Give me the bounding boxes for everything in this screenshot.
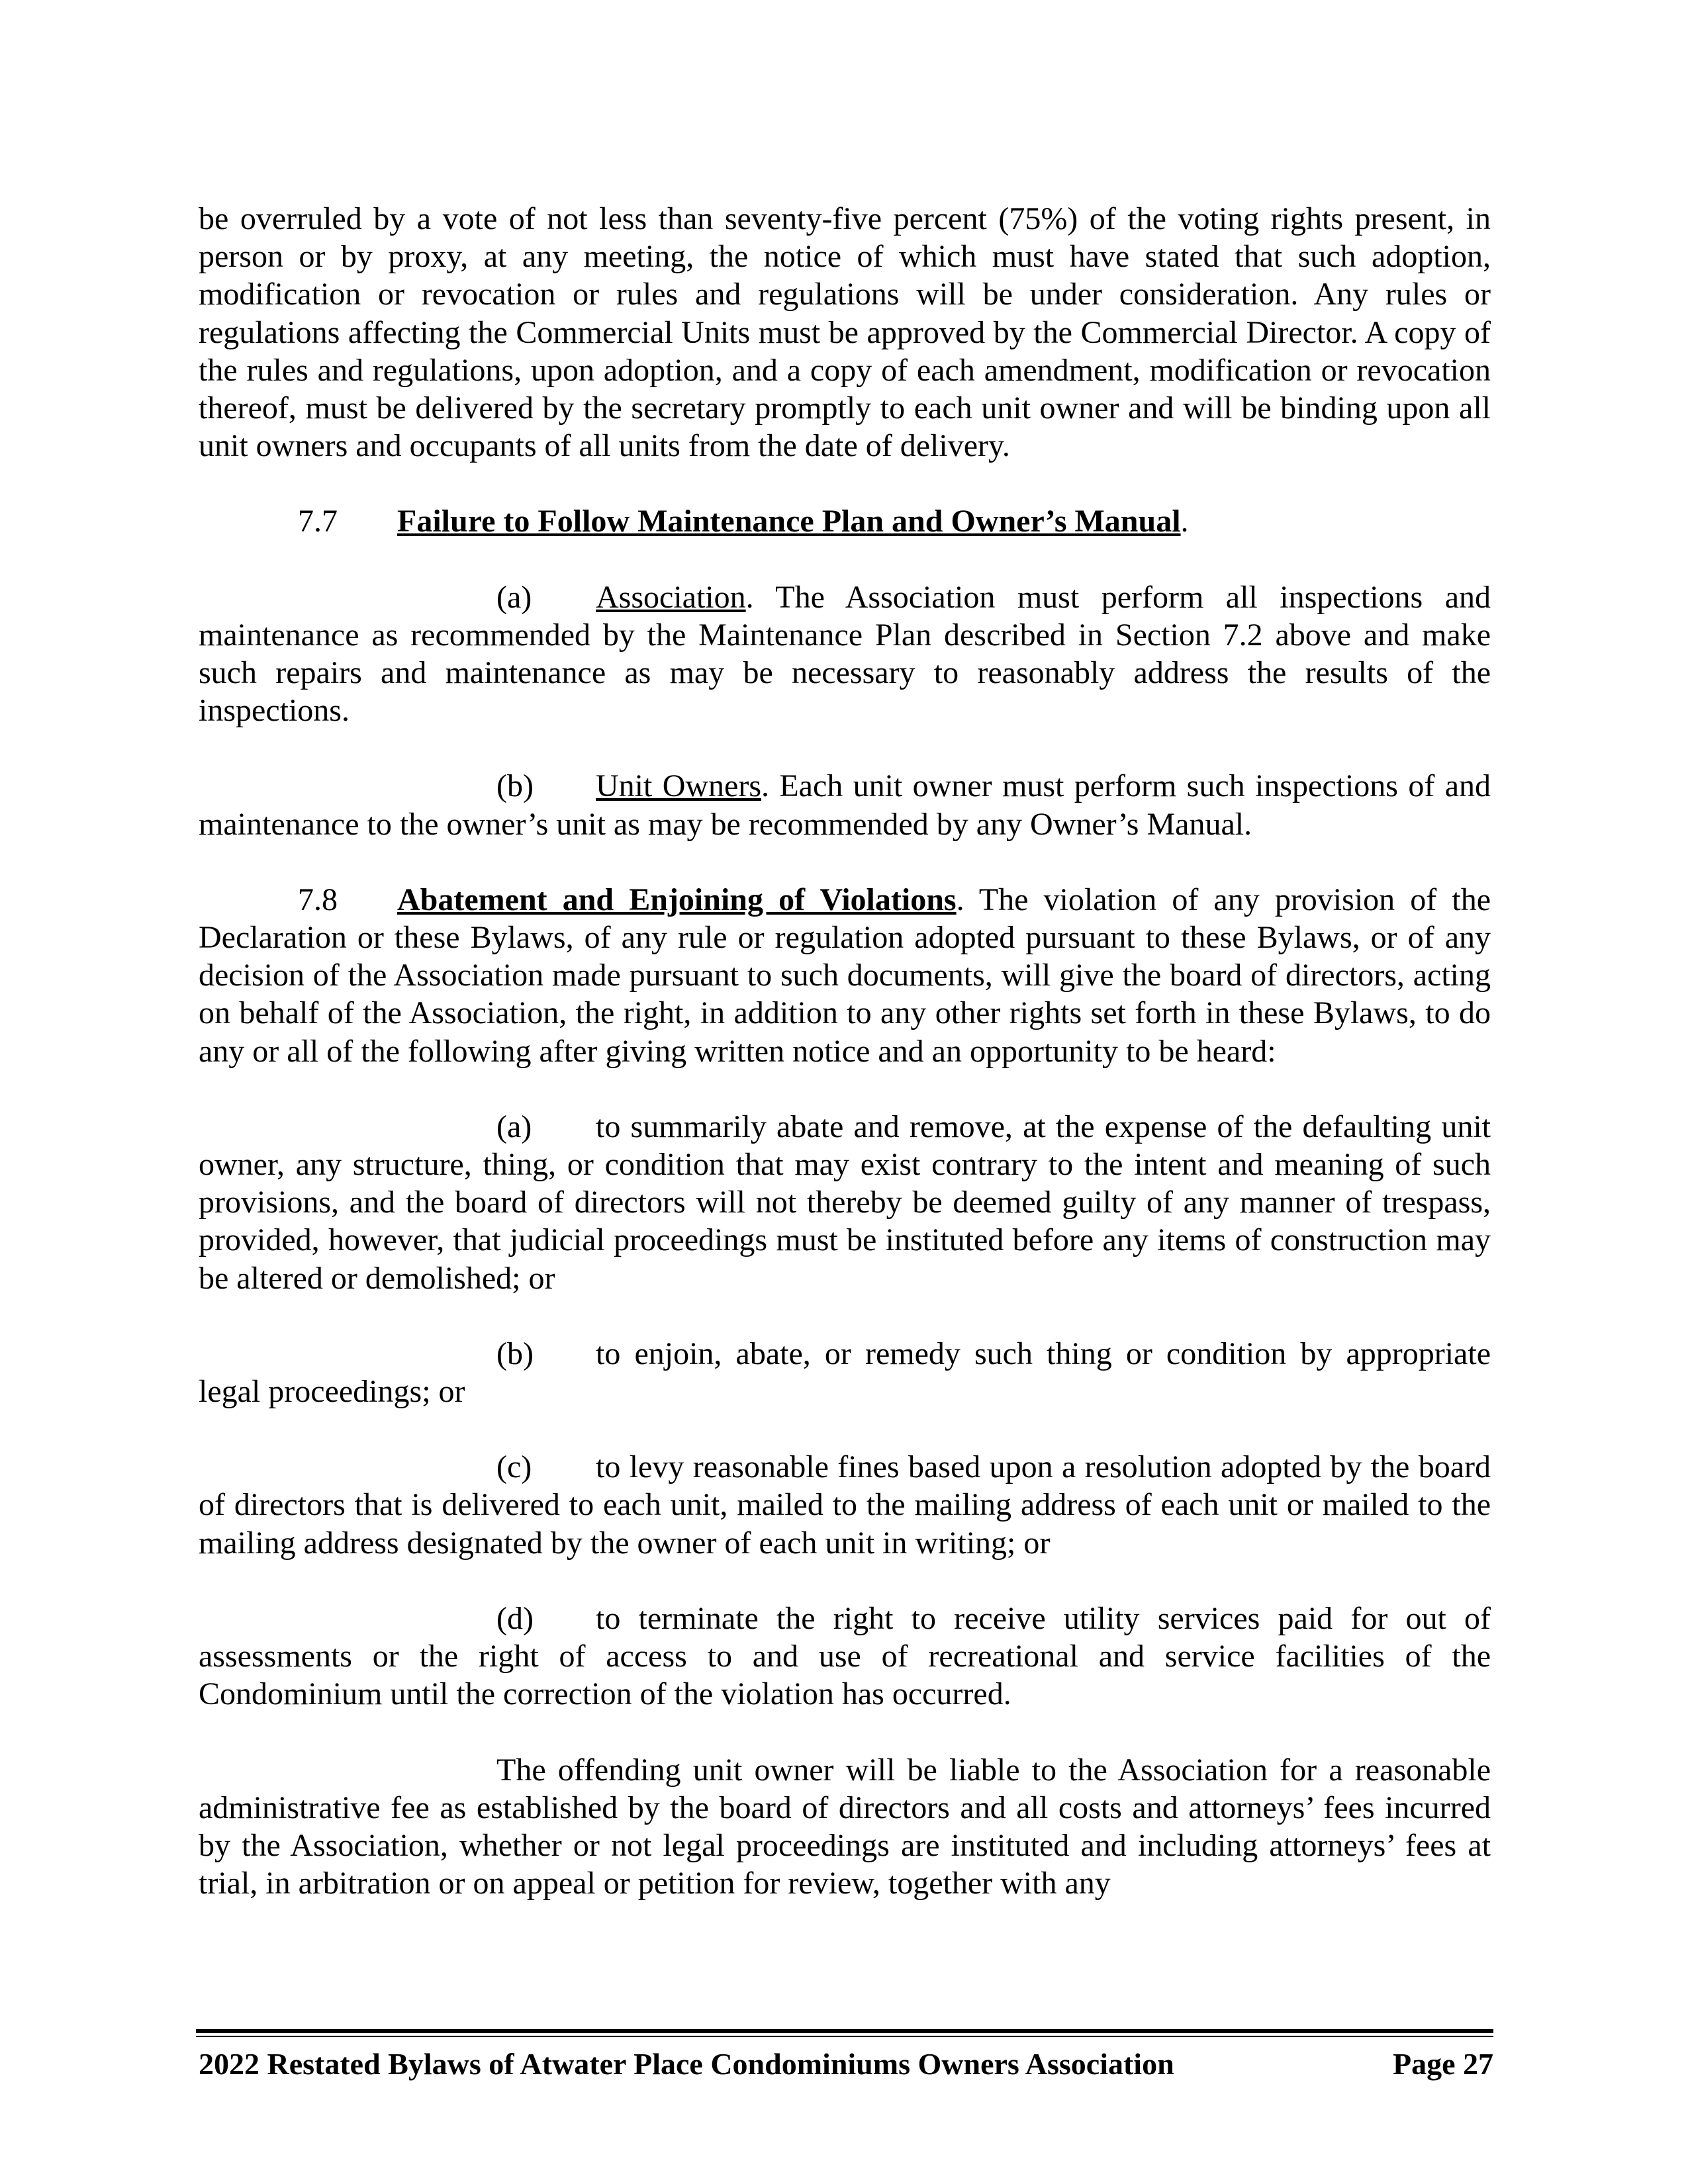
section-7-7-heading: Failure to Follow Maintenance Plan and Owner’s Manual bbox=[397, 504, 1181, 539]
section-7-7-a-text: . The Association must perform all inspections and maintenance as recommended by the Maintenance Plan described in Section 7.2 above and make such repairs and maintenance as may be necessary to reasonably address the results of the inspections. bbox=[199, 579, 1491, 729]
section-7-8-a bbox=[199, 1108, 1491, 1297]
page-number: Page 27 bbox=[1392, 2047, 1493, 2081]
section-7-8-c-text: to levy reasonable fines based upon a resolution adopted by the board of directors that is delivered to each unit, mailed to the mailing address of each unit or mailed to the mailing address designated by the owner of each unit in writing; or bbox=[199, 1449, 1491, 1561]
section-7-8-text: . The violation of any provision of the Declaration or these Bylaws, of any rule or regulation adopted pursuant to these Bylaws, or of any decision of the Association made pursuant to such documents, will give the board of directors, acting on behalf of the Association, the right, in addition to any other rights set forth in these Bylaws, to do any or all of the following after giving written notice and an opportunity to be heard: bbox=[199, 882, 1491, 1069]
section-7-8-b bbox=[199, 1335, 1491, 1410]
footer-title: 2022 Restated Bylaws of Atwater Place Condominiums Owners Association bbox=[199, 2047, 1174, 2081]
section-7-8-d-label: (d) bbox=[496, 1600, 534, 1636]
section-7-8-number: 7.8 bbox=[298, 882, 338, 917]
section-7-8 bbox=[199, 881, 1491, 1070]
section-7-8-d bbox=[199, 1600, 1491, 1713]
section-7-7-b-heading: Unit Owners bbox=[596, 768, 761, 804]
section-7-8-d-text: to terminate the right to receive utility services paid for out of assessments or the right of access to and use of recreational and service facilities of the Condominium until the correction of the violation has occurred. bbox=[199, 1600, 1491, 1712]
section-7-7 bbox=[199, 502, 1491, 540]
section-7-8-a-text: to summarily abate and remove, at the expense of the defaulting unit owner, any structure, thing, or condition that may exist contrary to the intent and meaning of such provisions, and the board of directors will not thereby be deemed guilty of any manner of trespass, provided, however, that judicial proceedings must be instituted before any items of construction may be altered or demolished; or bbox=[199, 1109, 1491, 1296]
section-7-8-a-label: (a) bbox=[496, 1109, 532, 1144]
section-7-7-a bbox=[199, 578, 1491, 730]
section-7-7-b bbox=[199, 767, 1491, 842]
paragraph-continued: be overruled by a vote of not less than seventy-five percent (75%) of the voting rights present, in person or by proxy, at any meeting, the notice of which must have stated that such adoption, modification or revocation or rules and regulations will be under consideration. Any rules or regulations affecting the Commercial Units must be approved by the Commercial Director. A copy of the rules and regulations, upon adoption, and a copy of each amendment, modification or revocation thereof, must be delivered by the secretary promptly to each unit owner and will be binding upon all unit owners and occupants of all units from the date of delivery. bbox=[199, 201, 1491, 464]
section-7-7-a-label: (a) bbox=[496, 579, 532, 615]
section-7-7-a-heading: Association bbox=[596, 579, 746, 615]
section-7-7-end: . bbox=[1180, 504, 1189, 539]
section-7-7-b-text: . Each unit owner must perform such inspections of and maintenance to the owner’s unit as may be recommended by any Owner’s Manual. bbox=[199, 768, 1491, 842]
section-7-7-number: 7.7 bbox=[298, 504, 338, 539]
section-7-8-b-text: to enjoin, abate, or remedy such thing or condition by appropriate legal proceedings; or bbox=[199, 1336, 1491, 1410]
section-7-7-b-label: (b) bbox=[496, 768, 534, 804]
section-7-8-c-label: (c) bbox=[496, 1449, 532, 1485]
section-7-8-b-label: (b) bbox=[496, 1336, 534, 1371]
section-7-8-heading: Abatement and Enjoining of Violations bbox=[397, 882, 957, 917]
section-7-8-c bbox=[199, 1448, 1491, 1562]
paragraph-offending-owner: The offending unit owner will be liable to the Association for a reasonable administrative fee as established by the board of directors and all costs and attorneys’ fees incurred by the Association, whether or not legal proceedings are instituted and including attorneys’ fees at trial, in arbitration or on appeal or petition for review, together with any bbox=[199, 1752, 1491, 1901]
document-body bbox=[199, 200, 1491, 1902]
footer-rule bbox=[196, 2029, 1493, 2037]
